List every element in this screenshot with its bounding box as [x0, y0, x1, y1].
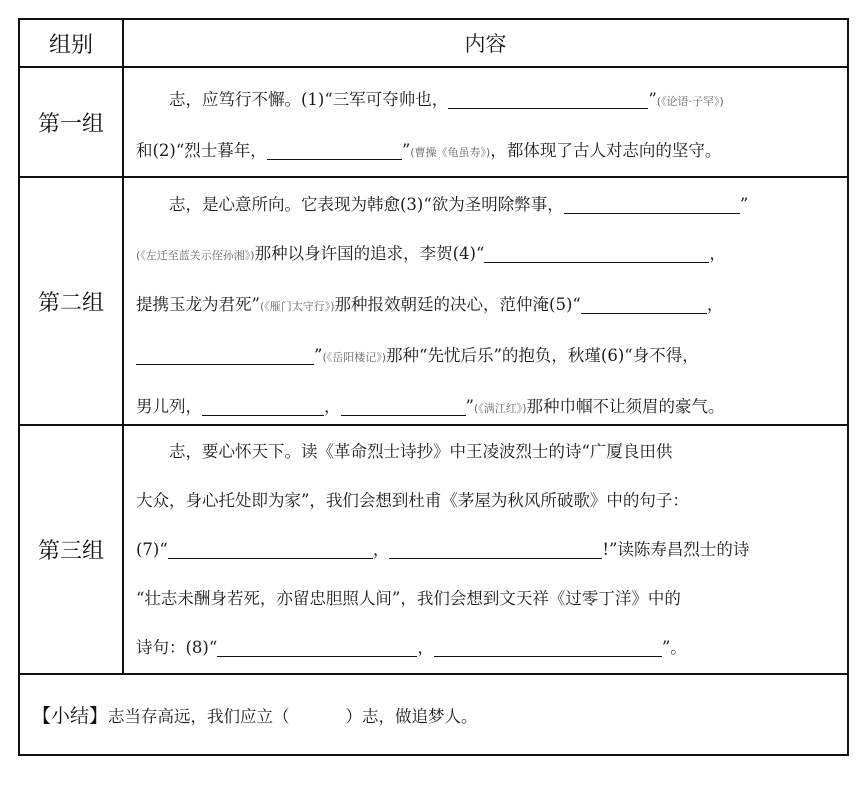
content-line: 和(2)“烈士暮年， ”(曹操《龟虽寿》)，都体现了古人对志向的坚守。: [136, 141, 722, 160]
fill-blank-5b[interactable]: [136, 344, 314, 365]
content-line: “壮志未酬身若死，亦留忠胆照人间”，我们会想到文天祥《过零丁洋》中的: [136, 589, 681, 608]
fill-blank-5a[interactable]: [581, 293, 707, 314]
source-citation: (曹操《龟虽寿》): [410, 146, 491, 159]
content-line: (7)“ ， !”读陈寿昌烈士的诗: [136, 540, 750, 559]
fill-blank-4[interactable]: [484, 242, 709, 263]
fill-blank-6a[interactable]: [202, 395, 324, 416]
content-line: 志，要心怀天下。读《革命烈士诗抄》中王凌波烈士的诗“广厦良田供: [169, 442, 673, 461]
source-citation: (《论语·子罕》): [656, 95, 724, 108]
summary-label: 【小结】: [32, 705, 109, 727]
fill-blank-8b[interactable]: [434, 636, 662, 657]
content-line: 提携玉龙为君死”(《雁门太守行》)那种报效朝廷的决心，范仲淹(5)“ ，: [136, 295, 724, 314]
content-line: 大众，身心托处即为家”，我们会想到杜甫《茅屋为秋风所破歌》中的句子：: [136, 491, 689, 510]
source-citation: (《满江红》): [473, 402, 527, 415]
fill-blank-8a[interactable]: [217, 636, 417, 657]
header-group-cell: 组别: [20, 20, 124, 66]
group-row-2: [20, 178, 847, 426]
group-row-1: [20, 68, 847, 178]
fill-blank-2[interactable]: [267, 139, 402, 160]
content-line: 志，是心意所向。它表现为韩愈(3)“欲为圣明除弊事， ”: [169, 195, 749, 214]
summary-row: [20, 675, 847, 754]
source-citation: (《岳阳楼记》): [322, 351, 387, 364]
source-citation: (《左迁至蓝关示侄孙湘》): [136, 249, 255, 262]
fill-blank-7a[interactable]: [168, 538, 373, 559]
fill-blank-3[interactable]: [564, 193, 740, 214]
content-line: 诗句：(8)“ ， ”。: [136, 638, 687, 657]
content-line: 志，应笃行不懈。(1)“三军可夺帅也， ”(《论语·子罕》): [169, 90, 724, 109]
group-content: [124, 178, 847, 424]
content-line: 男儿列， ， ”(《满江红》)那种巾帼不让须眉的豪气。: [136, 397, 725, 416]
group-label: 第三组: [20, 426, 124, 673]
content-line: (《左迁至蓝关示侄孙湘》)那种以身许国的追求，李贺(4)“ ，: [136, 244, 726, 263]
fill-blank-6b[interactable]: [341, 395, 466, 416]
group-label: 第二组: [20, 178, 124, 424]
fill-blank-7b[interactable]: [389, 538, 602, 559]
content-line: ”(《岳阳楼记》)那种“先忧后乐”的抱负，秋瑾(6)“身不得，: [136, 331, 833, 382]
summary: 【小结】 志当存高远，我们应立（ ）志，做追梦人。: [20, 675, 847, 754]
header-content-cell: 内容: [464, 32, 507, 56]
group-content: [124, 426, 847, 673]
group-label: 第一组: [20, 68, 124, 176]
worksheet-table: [18, 18, 849, 756]
table-header-row: [20, 20, 847, 68]
fill-blank-1[interactable]: [448, 88, 648, 109]
source-citation: (《雁门太守行》): [259, 300, 335, 313]
group-content: [124, 68, 847, 176]
group-row-3: [20, 426, 847, 675]
